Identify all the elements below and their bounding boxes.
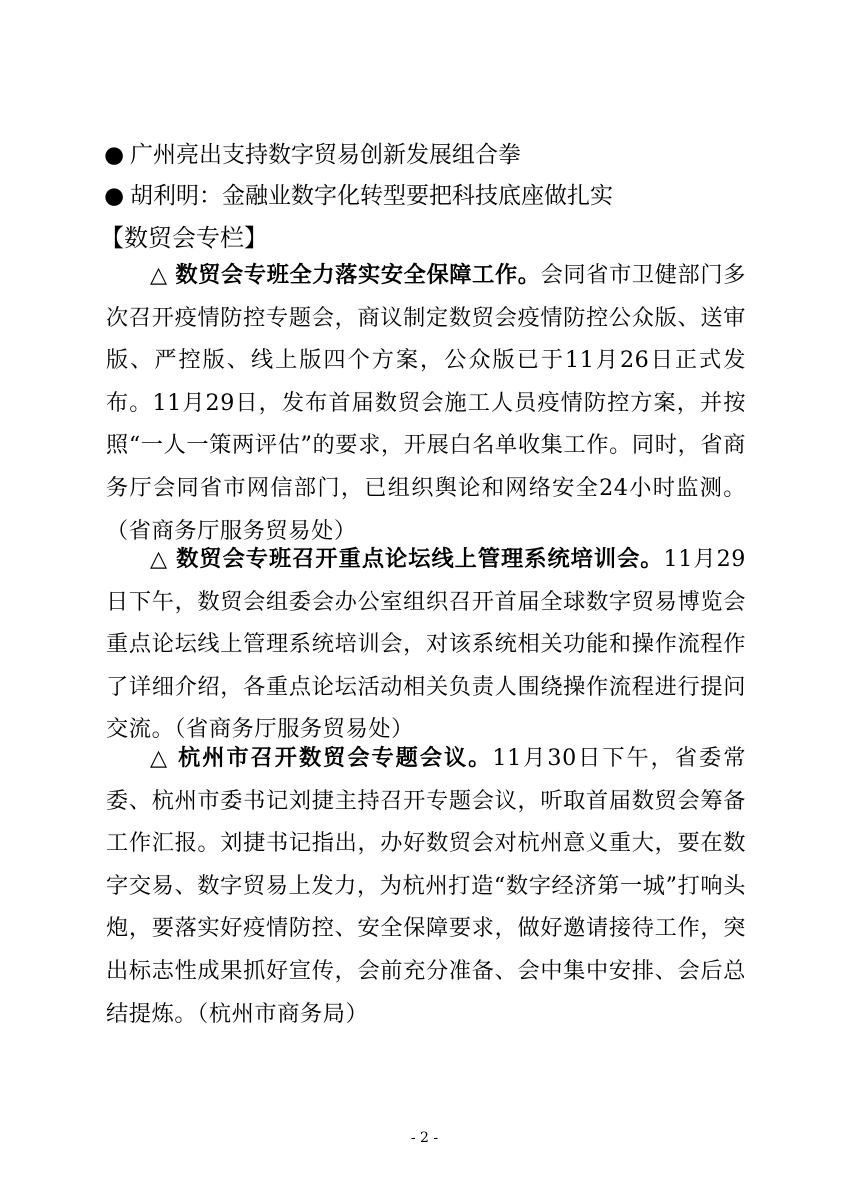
bullet-dot-icon: ● bbox=[104, 142, 125, 168]
news-item bbox=[106, 254, 746, 552]
item-body: 会同省市卫健部门多次召开疫情防控专题会，商议制定数贸会疫情防控公众版、送审版、严控版、线上版四个方案，公众版已于11月26日正式发布。11月29日，发布首届数贸会施工人员疫情防控方案，并按照“一人一策两评估”的要求，开展白名单收集工作。同时，省商务厅会同省市网信部门，已组织舆论和网络安全24小时监测。 bbox=[106, 262, 746, 501]
bullet-dot-icon: ● bbox=[104, 183, 125, 209]
item-heading: 杭州市召开数贸会专题会议。 bbox=[178, 745, 493, 771]
item-source: （省商务厅服务贸易处） bbox=[106, 517, 357, 544]
page-number: - 2 - bbox=[410, 1130, 439, 1146]
item-heading: 数贸会专班召开重点论坛线上管理系统培训会。 bbox=[176, 546, 664, 572]
news-item bbox=[106, 737, 746, 1035]
section-title: 【数贸会专栏】 bbox=[100, 224, 268, 252]
triangle-marker-icon: △ bbox=[150, 745, 170, 771]
item-source: （杭州市商务局） bbox=[197, 1000, 369, 1027]
bullet-text: 胡利明：金融业数字化转型要把科技底座做扎实 bbox=[130, 183, 613, 209]
item-heading: 数贸会专班全力落实安全保障工作。 bbox=[175, 262, 541, 288]
news-item bbox=[106, 538, 746, 751]
bullet-text: 广州亮出支持数字贸易创新发展组合拳 bbox=[130, 142, 521, 168]
bullet-item bbox=[104, 140, 521, 170]
triangle-marker-icon: △ bbox=[150, 262, 168, 288]
item-source: （省商务厅服务贸易处） bbox=[174, 716, 414, 743]
bullet-item bbox=[104, 181, 613, 211]
triangle-marker-icon: △ bbox=[150, 546, 169, 572]
item-body: 11月29日下午，数贸会组委会办公室组织召开首届全球数字贸易博览会重点论坛线上管理系统培训会，对该系统相关功能和操作流程作了详细介绍，各重点论坛活动相关负责人围绕操作流程进行提问交流。 bbox=[106, 546, 747, 743]
item-body: 11月30日下午，省委常委、杭州市委书记刘捷主持召开专题会议，听取首届数贸会筹备工作汇报。刘捷书记指出，办好数贸会对杭州意义重大，要在数字交易、数字贸易上发力，为杭州打造“数字经济第一城”打响头炮，要落实好疫情防控、安全保障要求，做好邀请接待工作，突出标志性成果抓好宣传，会前充分准备、会中集中安排、会后总结提炼。 bbox=[106, 745, 746, 1027]
